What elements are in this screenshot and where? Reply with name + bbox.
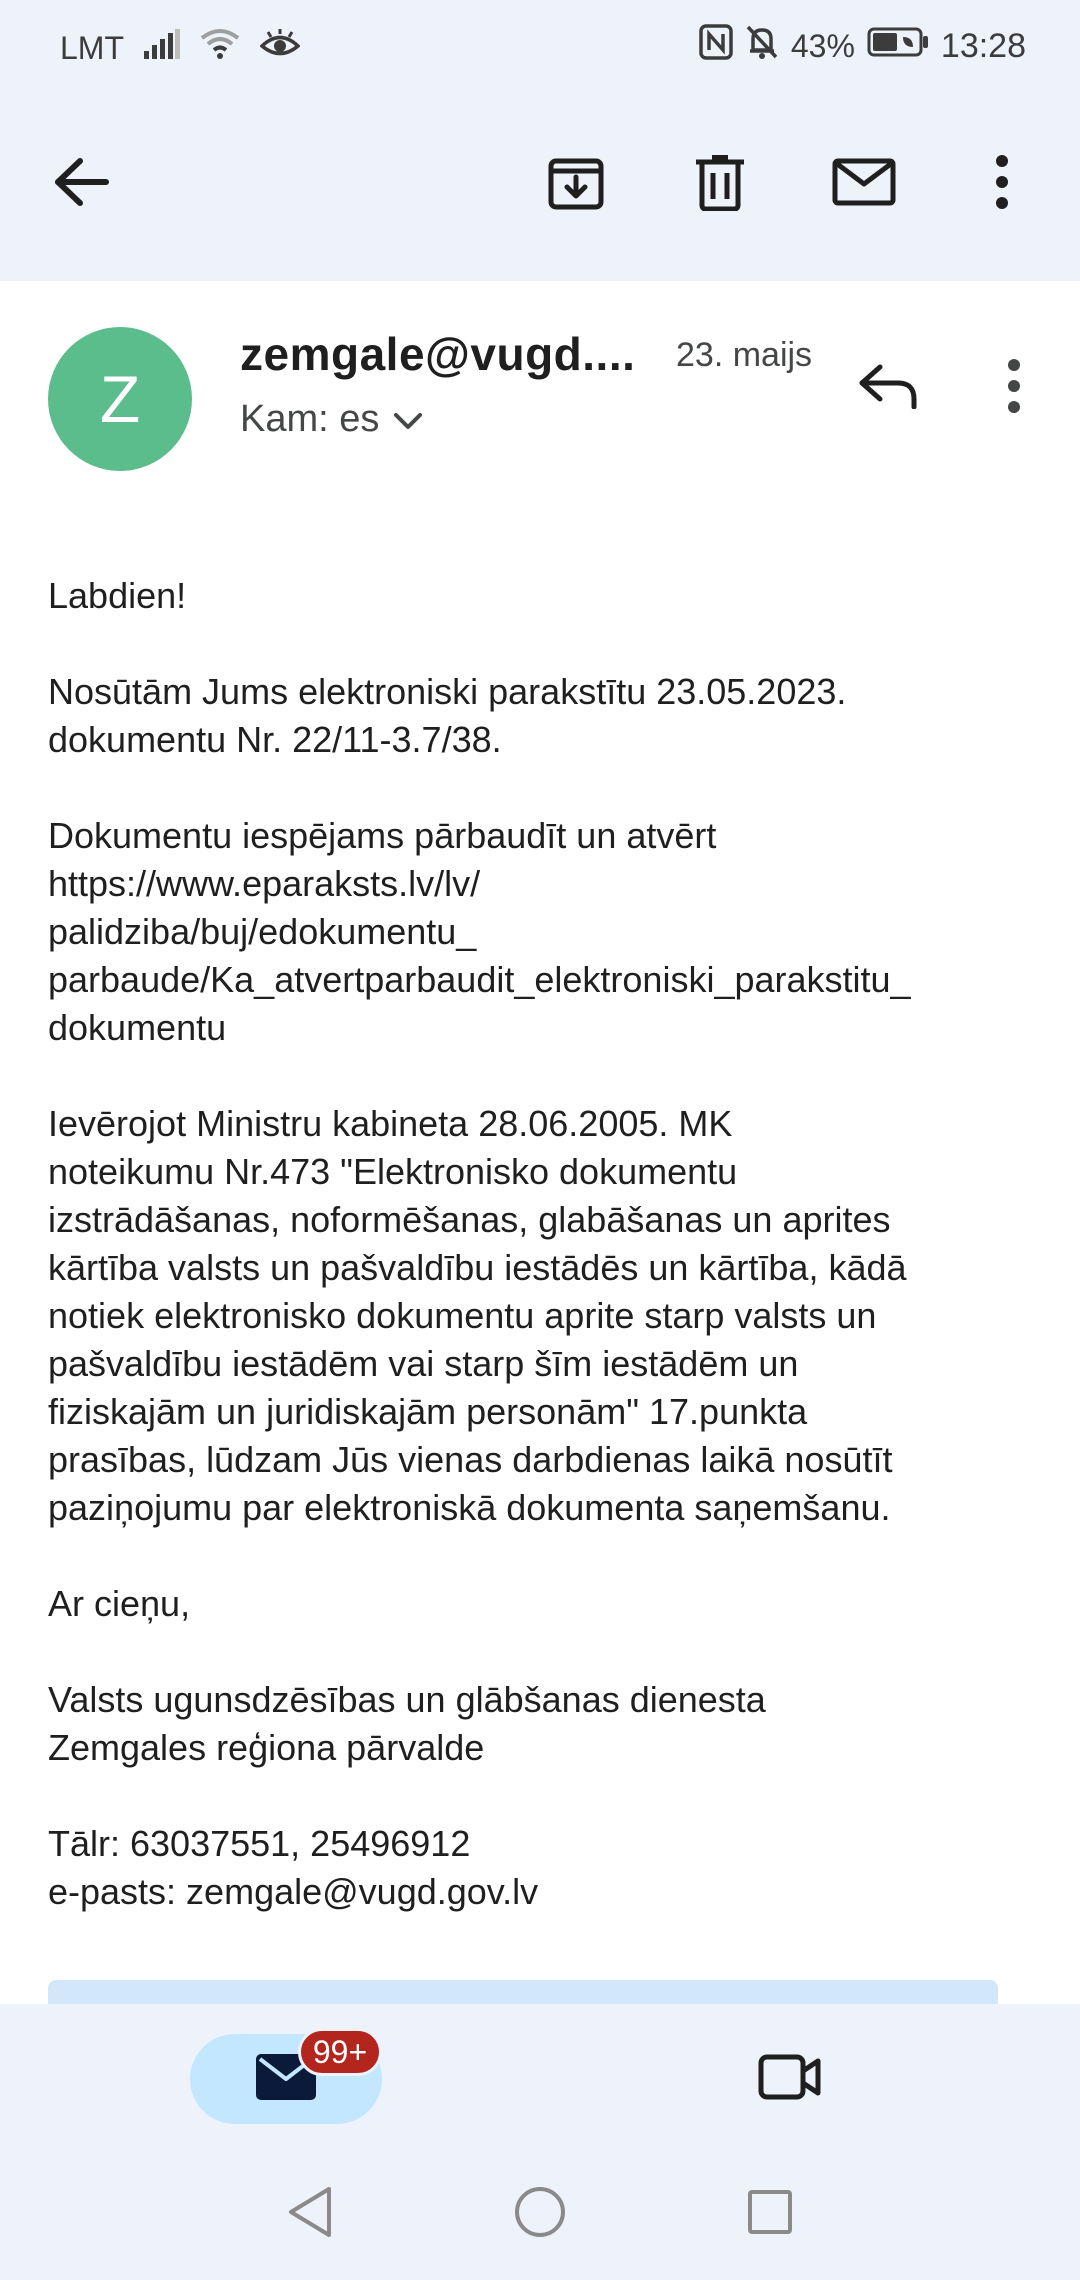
top-area	[0, 0, 1080, 281]
status-left	[60, 28, 300, 68]
meet-tab[interactable]	[742, 2034, 838, 2124]
system-home-button[interactable]	[500, 2174, 580, 2254]
unread-count-badge: 99+	[298, 2028, 382, 2076]
body-paragraph: Ievērojot Ministru kabineta 28.06.2005. MK noteikumu Nr.473 "Elektronisko dokumentu izstrādāšanas, noformēšanas, glabāšanas un aprites kārtība valsts un pašvaldību iestādēs un kārtība, kādā notiek elektronisko dokumentu aprite starp valsts un pašvaldību iestādēm vai starp šīm iestādēm un fiziskajām un juridiskajām personām" 17.punkta prasības, lūdzam Jūs vienas darbdienas laikā nosūtīt paziņojumu par elektroniskā dokumenta saņemšanu.	[48, 1103, 907, 1528]
back-button[interactable]	[34, 136, 130, 232]
body-signature-org: Valsts ugunsdzēsības un glābšanas dienesta Zemgales reģiona pārvalde	[48, 1679, 766, 1768]
signal-icon	[144, 29, 180, 67]
message-body	[48, 572, 1048, 1964]
reply-button[interactable]	[840, 340, 936, 436]
square-recents-icon	[745, 2187, 795, 2242]
sender-name[interactable]: zemgale@vugd....	[240, 328, 636, 380]
recipient-label: Kam: es	[240, 398, 380, 440]
more-vert-icon	[994, 154, 1010, 215]
mail-icon	[832, 158, 896, 211]
system-recents-button[interactable]	[730, 2174, 810, 2254]
sender-avatar[interactable]	[48, 327, 192, 471]
message-more-button[interactable]	[966, 340, 1062, 436]
body-paragraph-link[interactable]: Dokumentu iespējams pārbaudīt un atvērt https://www.eparaksts.lv/lv/ palidziba/buj/edokumentu_ parbaude/Ka_atvertparbaudit_elektroniski_parakstitu_ dokumentu	[48, 815, 911, 1048]
battery-percent: 43%	[790, 28, 855, 64]
reply-icon	[858, 363, 918, 414]
status-bar	[0, 0, 1080, 92]
recipient-details-toggle[interactable]	[240, 398, 423, 441]
wifi-icon	[200, 28, 240, 68]
triangle-back-icon	[285, 2185, 335, 2244]
eye-comfort-icon	[260, 29, 300, 67]
archive-icon	[547, 153, 605, 216]
bell-off-icon	[745, 24, 779, 68]
mark-unread-button[interactable]	[816, 136, 912, 232]
system-back-button[interactable]	[270, 2174, 350, 2254]
body-greeting: Labdien!	[48, 575, 187, 616]
avatar-letter: Z	[99, 362, 141, 436]
nfc-icon	[699, 24, 733, 68]
message-toolbar	[0, 120, 1080, 250]
circle-home-icon	[513, 2185, 567, 2244]
message-date: 23. maijs	[676, 336, 813, 374]
more-vert-icon	[1006, 358, 1022, 419]
status-right	[699, 24, 1026, 68]
chevron-down-icon	[393, 398, 423, 441]
delete-icon	[694, 153, 746, 216]
system-navigation-bar	[0, 2174, 1080, 2254]
body-contacts[interactable]: Tālr: 63037551, 25496912 e-pasts: zemgale@vugd.gov.lv	[48, 1823, 539, 1912]
arrow-back-icon	[54, 157, 110, 212]
battery-icon	[867, 27, 929, 65]
body-paragraph: Nosūtām Jums elektroniski parakstītu 23.05.2023. dokumentu Nr. 22/11-3.7/38.	[48, 671, 847, 760]
video-camera-icon	[758, 2053, 822, 2106]
body-closing: Ar cieņu,	[48, 1583, 191, 1624]
archive-button[interactable]	[528, 136, 624, 232]
carrier-label: LMT	[60, 30, 124, 66]
delete-button[interactable]	[672, 136, 768, 232]
clock: 13:28	[940, 27, 1026, 65]
bottom-navigation	[0, 2004, 1080, 2280]
more-options-button[interactable]	[954, 136, 1050, 232]
